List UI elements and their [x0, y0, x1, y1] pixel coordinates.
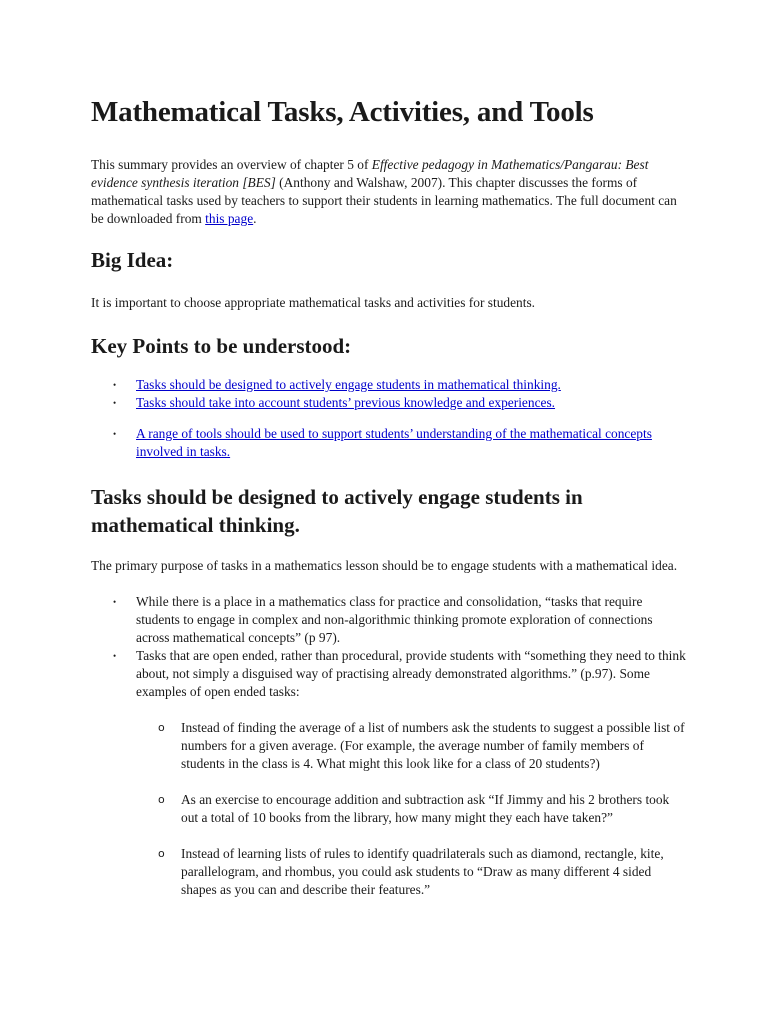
example-text: Instead of finding the average of a list of numbers ask the students to suggest a possible list of numbers for a given average. (For example, the average number of family members of students in the class is 4. What might this look like for a class of 20 students?): [181, 720, 685, 771]
big-idea-text: It is important to choose appropriate mathematical tasks and activities for students.: [91, 295, 536, 310]
page-title: Mathematical Tasks, Activities, and Tools: [91, 96, 594, 128]
section-heading-tasks: Tasks should be designed to actively engage students in mathematical thinking.: [91, 485, 583, 537]
download-link[interactable]: this page: [205, 211, 254, 226]
bullet-icon: •: [113, 380, 117, 390]
book-title: Effective pedagogy in Mathematics/Pangarau: Best evidence synthesis iteration [BES]: [91, 157, 649, 190]
example-item: [136, 719, 687, 773]
list-item: [91, 593, 687, 647]
big-idea-heading: Big Idea:: [91, 248, 174, 272]
intro-lead: This summary provides an overview of chapter 5 of: [91, 157, 372, 172]
bullet-icon: •: [113, 398, 117, 408]
key-point-item: [91, 394, 687, 412]
task-points-list: [91, 593, 687, 899]
bullet-icon: •: [113, 651, 117, 661]
circle-bullet-icon: o: [158, 793, 165, 806]
key-points-list: [91, 376, 687, 461]
intro-citation: (Anthony and Walshaw, 2007). This chapter discusses the forms of mathematical tasks used by teachers to support their students in learning mathematics. The full document can be downloaded from: [91, 175, 677, 226]
purpose-paragraph: The primary purpose of tasks in a mathematics lesson should be to engage students with a mathematical idea.: [91, 558, 678, 573]
example-item: [136, 791, 687, 827]
bullet-icon: •: [113, 597, 117, 607]
key-point-item: [91, 425, 687, 461]
key-point-link-engage[interactable]: Tasks should be designed to actively engage students in mathematical thinking.: [136, 377, 561, 392]
key-point-item: [91, 376, 687, 394]
intro-paragraph: [91, 156, 687, 228]
examples-list: [136, 719, 687, 899]
key-point-link-knowledge[interactable]: Tasks should take into account students’ previous knowledge and experiences.: [136, 395, 556, 410]
circle-bullet-icon: o: [158, 847, 165, 860]
key-points-heading: Key Points to be understood:: [91, 334, 352, 358]
document-body: [91, 94, 687, 917]
intro-end: .: [253, 211, 257, 226]
example-item: [136, 845, 687, 899]
bullet-icon: •: [113, 429, 117, 439]
example-text: Instead of learning lists of rules to identify quadrilaterals such as diamond, rectangle, kite, parallelogram, and rhombus, you could ask students to “Draw as many different 4 sided shapes as you can and describe their features.”: [181, 846, 664, 897]
example-text: As an exercise to encourage addition and subtraction ask “If Jimmy and his 2 brothers took out a total of 10 books from the library, how many might they each have taken?”: [181, 792, 670, 825]
list-item-text: Tasks that are open ended, rather than procedural, provide students with “something they need to think about, not simply a disguised way of practising already demonstrated algorithms.” (p.97). Some examples of open ended tasks:: [136, 648, 686, 699]
circle-bullet-icon: o: [158, 721, 165, 734]
list-item: [91, 647, 687, 899]
key-point-link-tools[interactable]: A range of tools should be used to support students’ understanding of the mathematical concepts involved in tasks.: [136, 426, 652, 459]
list-item-text: While there is a place in a mathematics class for practice and consolidation, “tasks that require students to engage in complex and non-algorithmic thinking promote exploration of connections across mathematical concepts” (p 97).: [136, 594, 653, 645]
